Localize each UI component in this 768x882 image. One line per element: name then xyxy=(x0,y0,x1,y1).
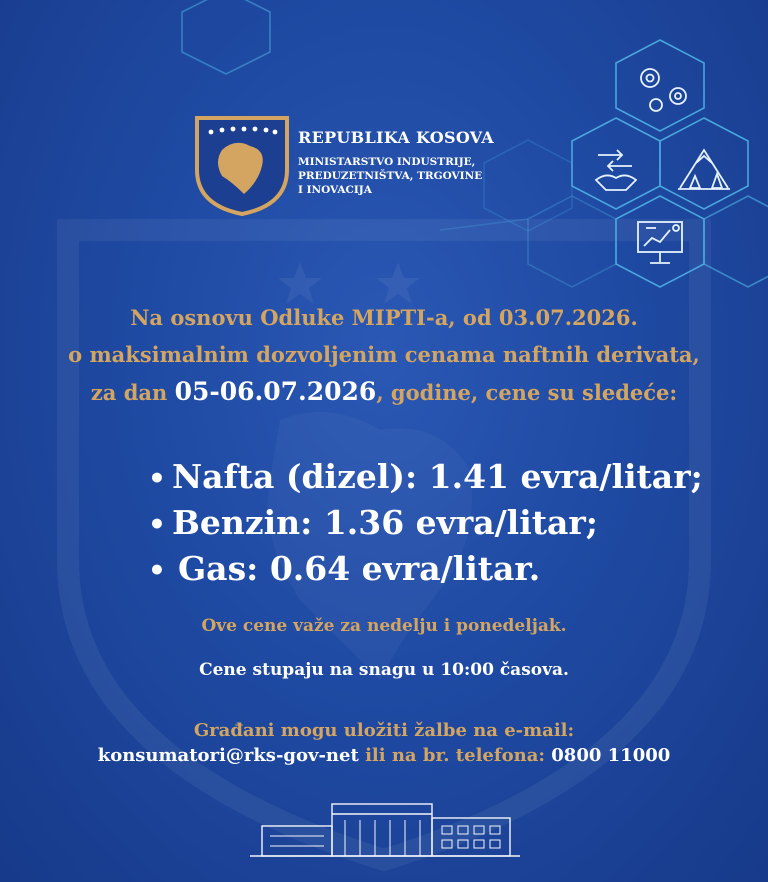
price-list xyxy=(148,455,703,593)
mountain-icon xyxy=(678,150,730,189)
hex-top xyxy=(182,0,270,74)
bullet: • xyxy=(148,462,166,495)
republic-title: REPUBLIKA KOSOVA xyxy=(298,128,494,147)
bullet: • xyxy=(148,554,166,587)
hex-mountain xyxy=(660,118,748,209)
ministry-line-3: I INOVACIJA xyxy=(298,184,372,196)
complaints-email[interactable]: konsumatori@rks-gov-net xyxy=(97,745,359,766)
ministry-name xyxy=(298,155,482,197)
complaints-middle: ili na br. telefona: xyxy=(358,745,552,766)
intro-line-3-suffix: , godine, cene su sledeće: xyxy=(376,380,678,405)
price-gas xyxy=(148,547,703,593)
validity-note: Ove cene važe za nedelju i ponedeljak. xyxy=(201,616,567,636)
intro-line-3 xyxy=(0,377,768,406)
bullet: • xyxy=(148,508,166,541)
intro-line-1: Na osnovu Odluke MIPTI-a, od 03.07.2026. xyxy=(130,305,638,330)
intro-line-2: o maksimalnim dozvoljenim cenama naftnih derivata, xyxy=(68,342,700,367)
price-benzin-text: Benzin: 1.36 evra/litar; xyxy=(172,503,598,542)
hex-handshake xyxy=(572,118,660,209)
price-diesel-text: Nafta (dizel): 1.41 evra/litar; xyxy=(172,457,703,496)
price-gas-text: Gas: 0.64 evra/litar. xyxy=(178,549,541,588)
ministry-line-2: PREDUZETNIŠTVA, TRGOVINE xyxy=(298,170,483,182)
complaints-line-2 xyxy=(0,745,768,766)
price-date: 05-06.07.2026 xyxy=(174,377,377,406)
price-benzin xyxy=(148,501,703,547)
hex-gears xyxy=(616,40,704,131)
ministry-line-1: MINISTARSTVO INDUSTRIJE, xyxy=(298,156,476,168)
gears-icon xyxy=(641,69,686,111)
effective-note: Cene stupaju na snagu u 10:00 časova. xyxy=(199,660,569,680)
price-diesel xyxy=(148,455,703,501)
complaints-line-1: Građani mogu uložiti žalbe na e-mail: xyxy=(193,720,575,741)
handshake-icon xyxy=(596,150,636,190)
complaints-phone[interactable]: 0800 11000 xyxy=(551,745,671,766)
coat-of-arms xyxy=(197,118,287,214)
intro-line-3-prefix: za dan xyxy=(90,380,175,405)
